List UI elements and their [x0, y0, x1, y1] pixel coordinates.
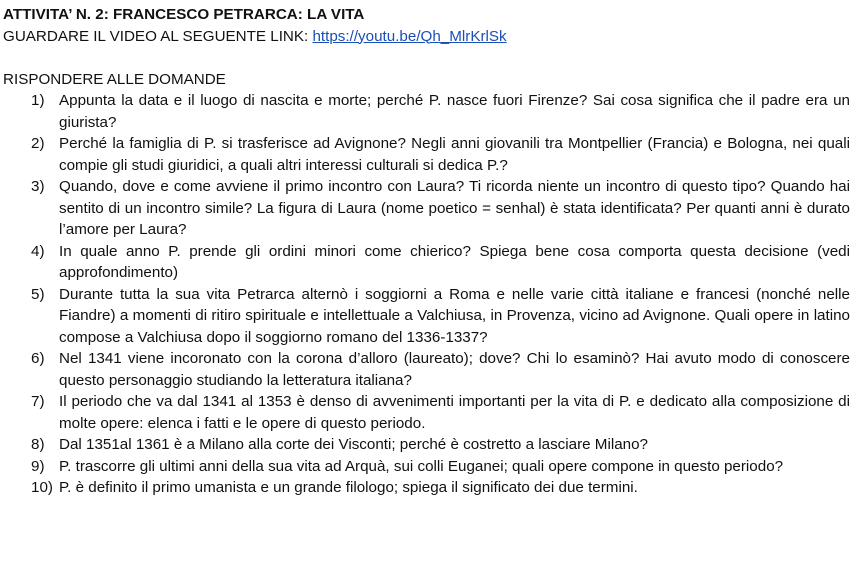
question-number: 1)	[31, 92, 45, 109]
question-text: Quando, dove e come avviene il primo incontro con Laura? Ti ricorda niente un incontro di questo tipo? Quando hai sentito di un incontro simile? La figura di Laura (nome poetico = senhal) è stata identificata? Per quanti anni è durato l’amore per Laura?	[59, 178, 850, 238]
question-text: Il periodo che va dal 1341 al 1353 è denso di avvenimenti importanti per la vita di P. e dedicato alla composizione di molte opere: elenca i fatti e le opere di questo periodo.	[59, 393, 850, 432]
question-number: 4)	[31, 242, 45, 260]
question-number: 5)	[31, 285, 45, 303]
question-item	[3, 456, 850, 478]
question-text: Dal 1351al 1361 è a Milano alla corte dei Visconti; perché è costretto a lasciare Milano?	[59, 436, 648, 453]
instructions-heading: RISPONDERE ALLE DOMANDE	[3, 70, 226, 88]
video-link[interactable]: https://youtu.be/Qh_MlrKrlSk	[312, 27, 507, 45]
question-item	[3, 90, 850, 133]
question-item	[3, 241, 850, 284]
activity-title: ATTIVITA’ N. 2: FRANCESCO PETRARCA: LA VITA	[3, 6, 365, 23]
question-item	[3, 434, 850, 456]
question-list	[3, 90, 850, 499]
question-text: Nel 1341 viene incoronato con la corona d’alloro (laureato); dove? Chi lo esaminò? Hai avuto modo di conoscere questo personaggio studiando la letteratura italiana?	[59, 350, 850, 389]
question-text: Appunta la data e il luogo di nascita e morte; perché P. nasce fuori Firenze? Sai cosa significa che il padre era un giurista?	[59, 92, 850, 131]
question-number: 7)	[31, 393, 45, 410]
question-text: Durante tutta la sua vita Petrarca alternò i soggiorni a Roma e nelle varie città italiane e francesi (nonché nelle Fiandre) a momenti di ritiro spirituale e intellettuale a Valchiusa, in Provenza, vicino ad Avignone. Quali opere in latino compose a Valchiusa dopo il soggiorno romano del 1336-1337?	[59, 285, 850, 346]
question-number: 2)	[31, 135, 45, 152]
question-item	[3, 391, 850, 434]
question-text: P. trascorre gli ultimi anni della sua vita ad Arquà, sui colli Euganei; quali opere compone in questo periodo?	[59, 457, 784, 475]
question-number: 6)	[31, 350, 45, 367]
question-item	[3, 176, 850, 241]
question-number: 3)	[31, 178, 45, 195]
video-instruction	[3, 26, 850, 48]
question-text: P. è definito il primo umanista e un grande filologo; spiega il significato dei due termini.	[59, 479, 638, 496]
question-text: Perché la famiglia di P. si trasferisce ad Avignone? Negli anni giovanili tra Montpellier (Francia) e Bologna, nei quali compie gli studi giuridici, a quali altri interessi culturali si dedica P.?	[59, 135, 850, 174]
blank-line	[3, 47, 850, 69]
question-item	[3, 133, 850, 176]
question-text: In quale anno P. prende gli ordini minori come chierico? Spiega bene cosa comporta questa decisione (vedi approfondimento)	[59, 242, 850, 281]
question-item	[3, 284, 850, 349]
question-number: 8)	[31, 436, 45, 453]
video-prefix: GUARDARE IL VIDEO AL SEGUENTE LINK:	[3, 27, 313, 45]
question-item	[3, 348, 850, 391]
question-number: 10)	[31, 479, 53, 496]
question-item	[3, 477, 850, 499]
question-number: 9)	[31, 457, 45, 475]
